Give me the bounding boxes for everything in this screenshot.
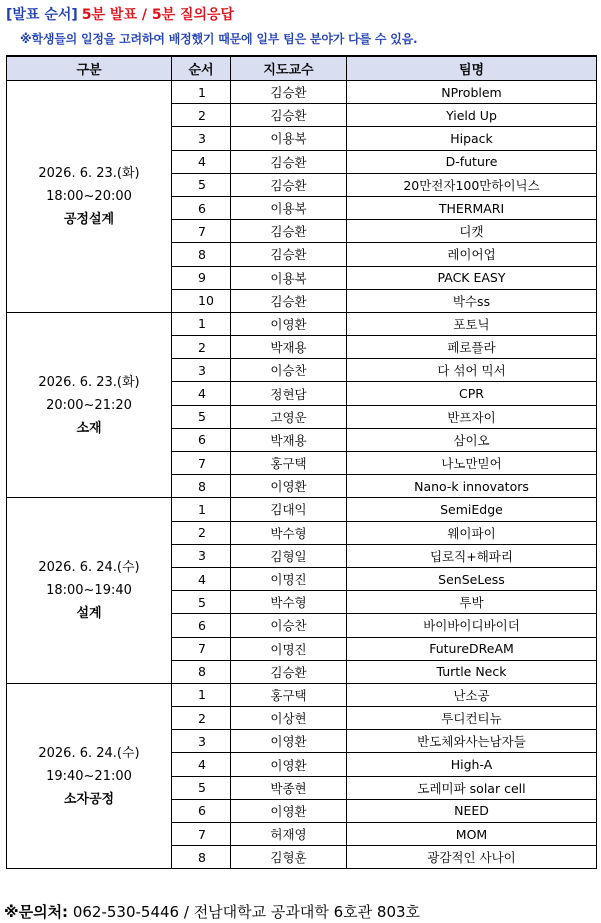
advisor-cell: 홍구택: [231, 683, 347, 706]
order-cell: 5: [172, 776, 231, 799]
order-cell: 7: [172, 823, 231, 846]
advisor-cell: 김승환: [231, 104, 347, 127]
order-cell: 3: [172, 730, 231, 753]
order-cell: 4: [172, 567, 231, 590]
order-cell: 1: [172, 498, 231, 521]
advisor-cell: 이영환: [231, 312, 347, 335]
advisor-cell: 김형훈: [231, 846, 347, 869]
advisor-cell: 이용복: [231, 127, 347, 150]
header-tag: [발표 순서]: [6, 7, 78, 23]
team-cell: SemiEdge: [347, 498, 597, 521]
advisor-cell: 박종현: [231, 776, 347, 799]
advisor-cell: 이용복: [231, 196, 347, 219]
advisor-cell: 김대익: [231, 498, 347, 521]
order-cell: 3: [172, 544, 231, 567]
team-cell: 디캣: [347, 220, 597, 243]
table-row: [7, 81, 597, 104]
order-cell: 3: [172, 127, 231, 150]
team-cell: 나노만믿어: [347, 452, 597, 475]
team-cell: 웨이파이: [347, 521, 597, 544]
team-cell: 반프자이: [347, 405, 597, 428]
contact-label: ※문의처:: [4, 903, 69, 921]
order-cell: 8: [172, 846, 231, 869]
order-cell: 7: [172, 452, 231, 475]
header-time-info: 5분 발표 / 5분 질의응답: [81, 7, 235, 23]
column-header-team: 팀명: [347, 56, 597, 81]
order-cell: 5: [172, 591, 231, 614]
team-cell: Hipack: [347, 127, 597, 150]
team-cell: SenSeLess: [347, 567, 597, 590]
advisor-cell: 홍구택: [231, 452, 347, 475]
session-date: 2026. 6. 24.(수): [38, 560, 140, 576]
session-date: 2026. 6. 23.(화): [38, 165, 140, 181]
order-cell: 5: [172, 405, 231, 428]
session-date: 2026. 6. 23.(화): [38, 374, 140, 390]
team-cell: 포토닉: [347, 312, 597, 335]
column-header-advisor: 지도교수: [231, 56, 347, 81]
team-cell: 페로플라: [347, 336, 597, 359]
header-title: [6, 4, 234, 24]
advisor-cell: 이승찬: [231, 359, 347, 382]
order-cell: 3: [172, 359, 231, 382]
advisor-cell: 이승찬: [231, 614, 347, 637]
order-cell: 2: [172, 336, 231, 359]
order-cell: 8: [172, 660, 231, 683]
team-cell: 딥로직+해파리: [347, 544, 597, 567]
team-cell: FutureDReAM: [347, 637, 597, 660]
schedule-table: [6, 55, 597, 869]
advisor-cell: 김승환: [231, 150, 347, 173]
order-cell: 6: [172, 428, 231, 451]
session-name: 소재: [76, 420, 102, 436]
order-cell: 1: [172, 683, 231, 706]
team-cell: Turtle Neck: [347, 660, 597, 683]
table-row: [7, 498, 597, 521]
team-cell: 난소공: [347, 683, 597, 706]
table-header-row: [7, 56, 597, 81]
order-cell: 6: [172, 196, 231, 219]
order-cell: 2: [172, 521, 231, 544]
advisor-cell: 김승환: [231, 173, 347, 196]
session-time: 20:00~21:20: [46, 397, 132, 413]
session-cell: [7, 498, 172, 684]
order-cell: 8: [172, 475, 231, 498]
schedule-body: [7, 81, 597, 869]
session-cell: [7, 81, 172, 313]
contact-text: 062-530-5446 / 전남대학교 공과대학 6호관 803호: [72, 903, 421, 921]
session-date: 2026. 6. 24.(수): [38, 745, 140, 761]
team-cell: NProblem: [347, 81, 597, 104]
session-name: 설계: [76, 606, 102, 622]
order-cell: 6: [172, 799, 231, 822]
session-name: 공정설계: [63, 211, 115, 227]
advisor-cell: 김승환: [231, 220, 347, 243]
advisor-cell: 박수형: [231, 521, 347, 544]
advisor-cell: 박재용: [231, 336, 347, 359]
order-cell: 7: [172, 220, 231, 243]
session-name: 소자공정: [63, 791, 115, 807]
team-cell: NEED: [347, 799, 597, 822]
table-row: [7, 683, 597, 706]
advisor-cell: 김승환: [231, 81, 347, 104]
order-cell: 4: [172, 150, 231, 173]
order-cell: 9: [172, 266, 231, 289]
contact-info: [4, 901, 420, 922]
team-cell: 레이어업: [347, 243, 597, 266]
table-row: [7, 312, 597, 335]
advisor-cell: 김승환: [231, 243, 347, 266]
order-cell: 1: [172, 81, 231, 104]
advisor-cell: 허재영: [231, 823, 347, 846]
team-cell: High-A: [347, 753, 597, 776]
team-cell: 다 섞어 믹서: [347, 359, 597, 382]
order-cell: 10: [172, 289, 231, 312]
advisor-cell: 박수형: [231, 591, 347, 614]
team-cell: 삼이오: [347, 428, 597, 451]
team-cell: 투박: [347, 591, 597, 614]
team-cell: D-future: [347, 150, 597, 173]
session-cell: [7, 683, 172, 869]
team-cell: THERMARI: [347, 196, 597, 219]
team-cell: PACK EASY: [347, 266, 597, 289]
advisor-cell: 이명진: [231, 637, 347, 660]
team-cell: Nano-k innovators: [347, 475, 597, 498]
session-time: 18:00~20:00: [46, 188, 132, 204]
advisor-cell: 이명진: [231, 567, 347, 590]
advisor-cell: 박재용: [231, 428, 347, 451]
advisor-cell: 이영환: [231, 799, 347, 822]
schedule-note: ※학생들의 일정을 고려하여 배정했기 때문에 일부 팀은 분야가 다를 수 있음.: [20, 32, 418, 46]
advisor-cell: 김형일: [231, 544, 347, 567]
session-time: 19:40~21:00: [46, 768, 132, 784]
advisor-cell: 이영환: [231, 753, 347, 776]
order-cell: 2: [172, 707, 231, 730]
order-cell: 7: [172, 637, 231, 660]
team-cell: MOM: [347, 823, 597, 846]
advisor-cell: 고영운: [231, 405, 347, 428]
order-cell: 4: [172, 753, 231, 776]
team-cell: 도레미파 solar cell: [347, 776, 597, 799]
order-cell: 1: [172, 312, 231, 335]
advisor-cell: 김승환: [231, 660, 347, 683]
advisor-cell: 이용복: [231, 266, 347, 289]
order-cell: 8: [172, 243, 231, 266]
column-header-order: 순서: [172, 56, 231, 81]
order-cell: 6: [172, 614, 231, 637]
team-cell: 바이바이디바이더: [347, 614, 597, 637]
session-time: 18:00~19:40: [46, 583, 132, 599]
session-cell: [7, 312, 172, 498]
team-cell: 20만전자100만하이닉스: [347, 173, 597, 196]
order-cell: 4: [172, 382, 231, 405]
advisor-cell: 정현담: [231, 382, 347, 405]
advisor-cell: 이영환: [231, 730, 347, 753]
team-cell: 광감적인 사나이: [347, 846, 597, 869]
advisor-cell: 이상현: [231, 707, 347, 730]
team-cell: Yield Up: [347, 104, 597, 127]
advisor-cell: 이영환: [231, 475, 347, 498]
team-cell: 박수ss: [347, 289, 597, 312]
column-header-session: 구분: [7, 56, 172, 81]
team-cell: 투디컨티뉴: [347, 707, 597, 730]
order-cell: 2: [172, 104, 231, 127]
team-cell: CPR: [347, 382, 597, 405]
team-cell: 반도체와사는남자들: [347, 730, 597, 753]
order-cell: 5: [172, 173, 231, 196]
advisor-cell: 김승환: [231, 289, 347, 312]
